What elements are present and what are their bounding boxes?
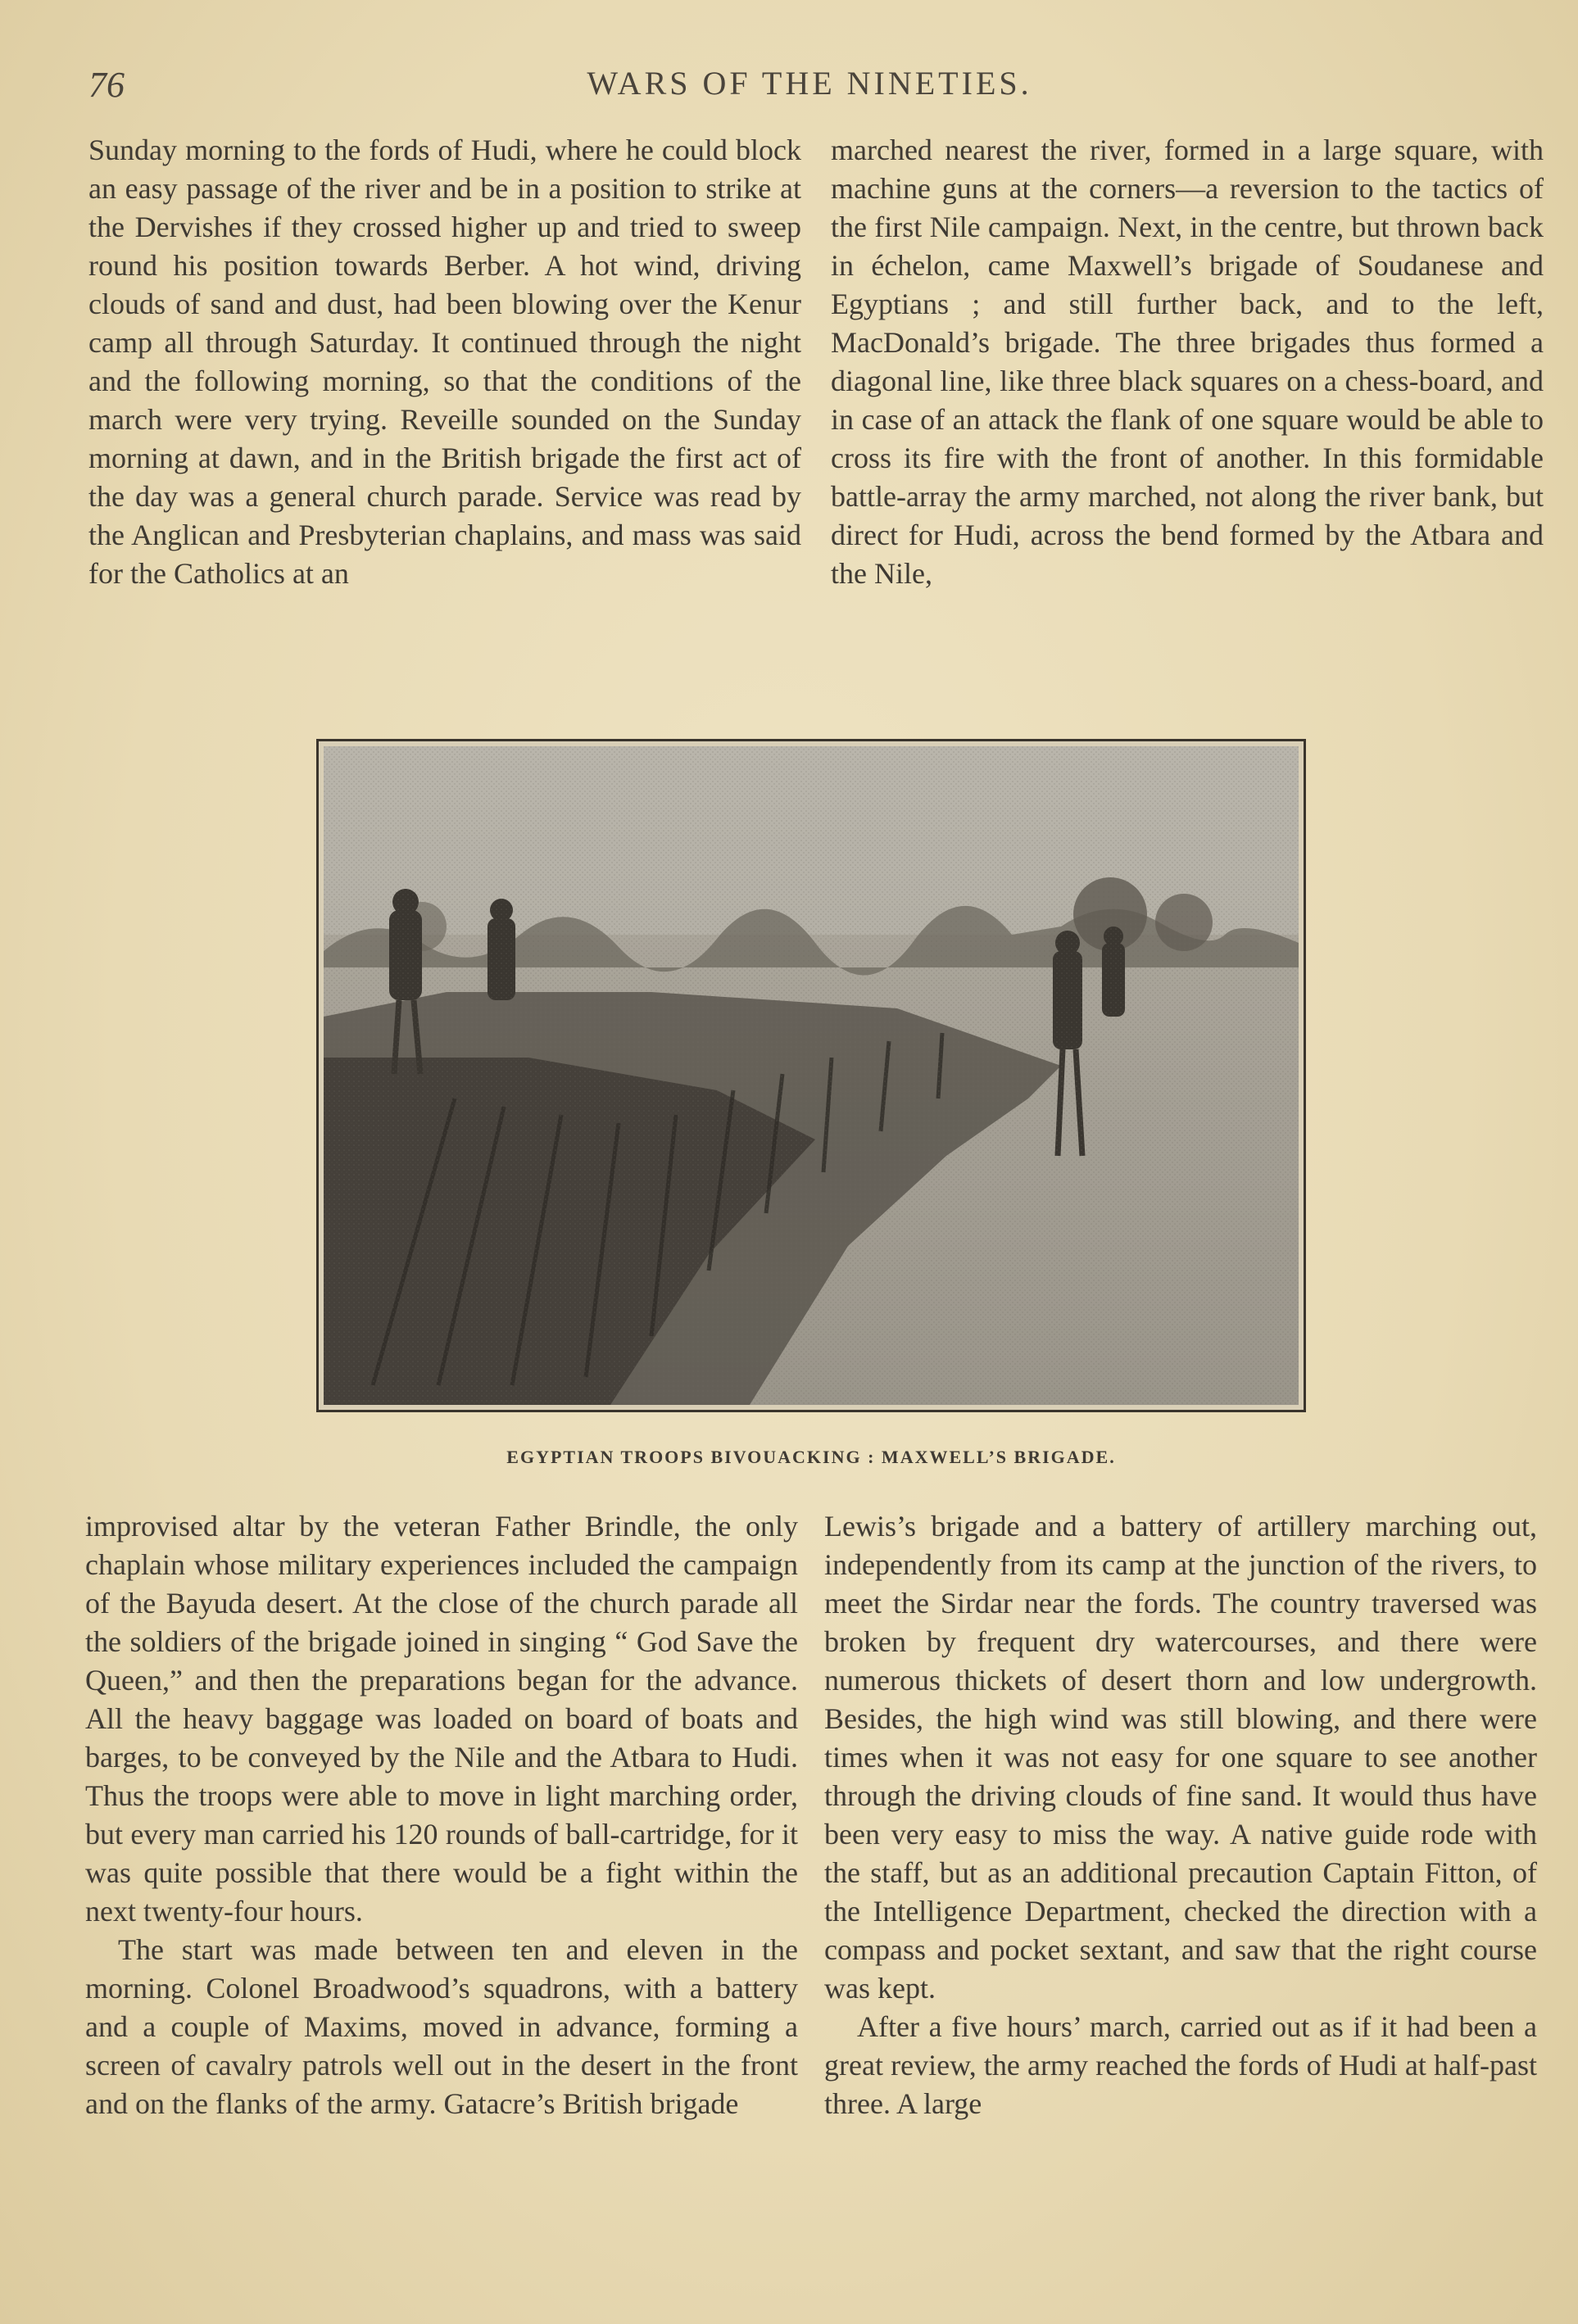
column-bottom-left bbox=[85, 1507, 798, 2123]
page-number: 76 bbox=[88, 65, 125, 105]
paragraph: The start was made between ten and eleven in the morning. Colonel Broadwood’s squadrons, with a battery and a couple of Maxims, moved in advance, forming a screen of cavalry patrols well out in the desert in the front and on the flanks of the army. Gatacre’s British brigade bbox=[85, 1933, 798, 2120]
column-top-right bbox=[831, 131, 1544, 593]
paragraph: Sunday morning to the fords of Hudi, where he could block an easy passage of the river and be in a position to strike at the Dervishes if they crossed higher up and tried to sweep round his position towards Berber. A hot wind, driving clouds of sand and dust, had been blowing over the Kenur camp all through Saturday. It continued through the night and the following morning, so that the conditions of the march were very trying. Reveille sounded on the Sunday morning at dawn, and in the British brigade the first act of the day was a general church parade. Service was read by the Anglican and Presbyterian chaplains, and mass was said for the Catholics at an bbox=[88, 134, 801, 590]
figure-photo-frame bbox=[316, 739, 1306, 1412]
paragraph: Lewis’s brigade and a battery of artillery marching out, independently from its camp at the junction of the rivers, to meet the Sirdar near the fords. The country traversed was broken by frequent dry watercourses, and there were numerous thickets of desert thorn and low undergrowth. Besides, the high wind was still blowing, and there were times when it was not easy for one square to see another through the driving clouds of fine sand. It would thus have been very easy to miss the way. A native guide rode with the staff, but as an additional precaution Captain Fitton, of the Intelligence Department, checked the direction with a compass and pocket sextant, and saw that the right course was kept. bbox=[824, 1510, 1537, 2005]
paragraph: After a five hours’ march, carried out as if it had been a great review, the army reached the fords of Hudi at half-past three. A large bbox=[824, 2010, 1537, 2120]
figure-caption: EGYPTIAN TROOPS BIVOUACKING : MAXWELL’S BRIGADE. bbox=[506, 1447, 1116, 1467]
page-header bbox=[88, 64, 1530, 113]
column-top-left bbox=[88, 131, 801, 593]
column-bottom-right bbox=[824, 1507, 1537, 2123]
running-title: WARS OF THE NINETIES. bbox=[587, 65, 1032, 102]
paragraph: marched nearest the river, formed in a large square, with machine guns at the corners—a reversion to the tactics of the first Nile campaign. Next, in the centre, but thrown back in échelon, came Maxwell’s brigade of Soudanese and Egyptians ; and still further back, and to the left, MacDonald’s brigade. The three brigades thus formed a diagonal line, like three black squares on a chess-board, and in case of an attack the flank of one square would be able to cross its fire with the front of another. In this formidable battle-array the army marched, not along the river bank, but direct for Hudi, across the bend formed by the Atbara and the Nile, bbox=[831, 134, 1544, 590]
photo-egyptian-troops-bivouac bbox=[324, 746, 1299, 1405]
paragraph: improvised altar by the veteran Father Brindle, the only chaplain whose military experiences included the campaign of the Bayuda desert. At the close of the church parade all the soldiers of the brigade joined in singing “ God Save the Queen,” and then the preparations began for the advance. All the heavy baggage was loaded on board of boats and barges, to be conveyed by the Nile and the Atbara to Hudi. Thus the troops were able to move in light marching order, but every man carried his 120 rounds of ball-cartridge, for it was quite possible that there would be a fight within the next twenty-four hours. bbox=[85, 1510, 798, 1928]
